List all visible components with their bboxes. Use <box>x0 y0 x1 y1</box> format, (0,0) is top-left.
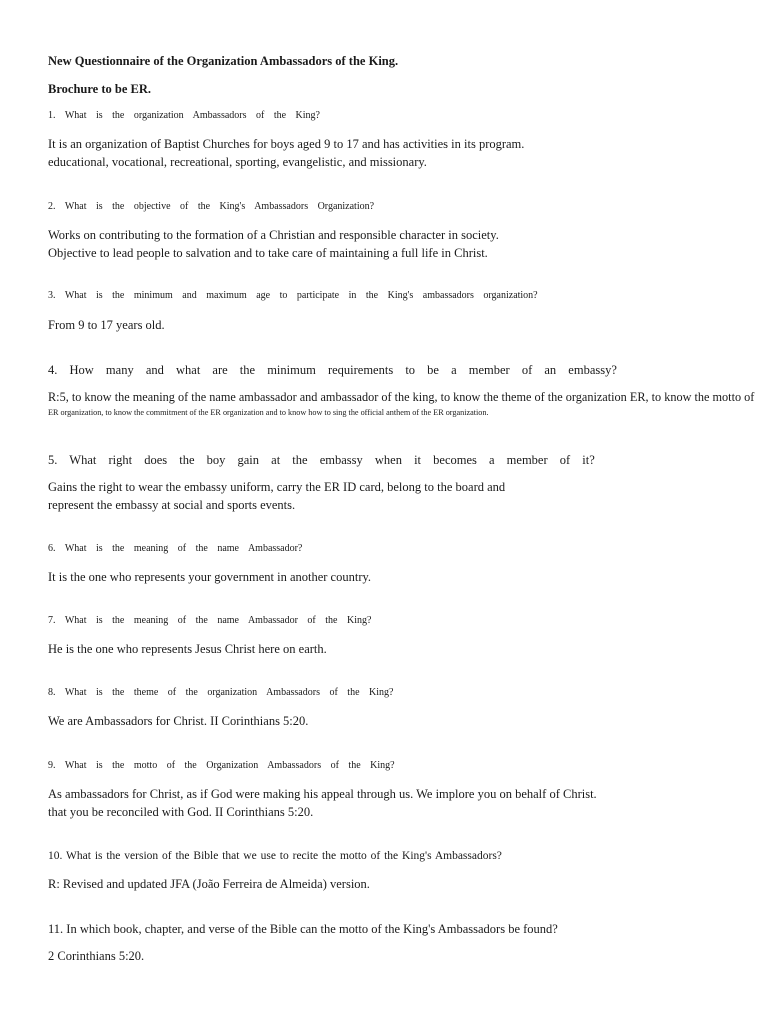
answer-3-line-1: From 9 to 17 years old. <box>48 318 165 332</box>
answer-1-line-2: educational, vocational, recreational, sporting, evangelistic, and missionary. <box>48 155 427 169</box>
answer-5-line-1: Gains the right to wear the embassy uniform, carry the ER ID card, belong to the board and <box>48 480 506 494</box>
document-subtitle: Brochure to be ER. <box>48 82 152 96</box>
answer-10-line-1: R: Revised and updated JFA (João Ferreira de Almeida) version. <box>48 877 370 891</box>
answer-4-line-1: R:5, to know the meaning of the name ambassador and ambassador of the king, to know the theme of the organization ER, to know the motto of <box>48 390 755 404</box>
answer-5-line-2: represent the embassy at social and sports events. <box>48 498 296 512</box>
question-9: 9. What is the motto of the Organization Ambassadors of the King? <box>48 760 395 771</box>
question-7: 7. What is the meaning of the name Ambassador of the King? <box>48 615 372 626</box>
answer-7-line-1: He is the one who represents Jesus Christ here on earth. <box>48 642 327 656</box>
question-4: 4. How many and what are the minimum requirements to be a member of an embassy? <box>48 363 617 377</box>
question-3: 3. What is the minimum and maximum age to participate in the King's ambassadors organization? <box>48 290 538 301</box>
answer-6-line-1: It is the one who represents your government in another country. <box>48 570 372 584</box>
answer-8-line-1: We are Ambassadors for Christ. II Corinthians 5:20. <box>48 714 309 728</box>
answer-2-line-1: Works on contributing to the formation of a Christian and responsible character in society. <box>48 228 499 242</box>
answer-2-line-2: Objective to lead people to salvation and to take care of maintaining a full life in Christ. <box>48 246 488 260</box>
question-11: 11. In which book, chapter, and verse of the Bible can the motto of the King's Ambassadors be found? <box>48 922 558 936</box>
answer-4-line-2: ER organization, to know the commitment of the ER organization and to know how to sing the official anthem of the ER organization. <box>48 408 489 417</box>
question-5: 5. What right does the boy gain at the embassy when it becomes a member of it? <box>48 453 595 467</box>
question-6: 6. What is the meaning of the name Ambassador? <box>48 543 303 554</box>
question-10: 10. What is the version of the Bible that we use to recite the motto of the King's Ambassadors? <box>48 850 502 862</box>
question-2: 2. What is the objective of the King's Ambassadors Organization? <box>48 201 375 212</box>
question-8: 8. What is the theme of the organization Ambassadors of the King? <box>48 687 394 698</box>
answer-11-line-1: 2 Corinthians 5:20. <box>48 949 145 963</box>
answer-9-line-2: that you be reconciled with God. II Corinthians 5:20. <box>48 805 314 819</box>
answer-9-line-1: As ambassadors for Christ, as if God were making his appeal through us. We implore you on behalf of Christ. <box>48 787 597 801</box>
document-title: New Questionnaire of the Organization Ambassadors of the King. <box>48 54 399 68</box>
question-1: 1. What is the organization Ambassadors of the King? <box>48 110 320 121</box>
answer-1-line-1: It is an organization of Baptist Churches for boys aged 9 to 17 and has activities in its program. <box>48 137 525 151</box>
